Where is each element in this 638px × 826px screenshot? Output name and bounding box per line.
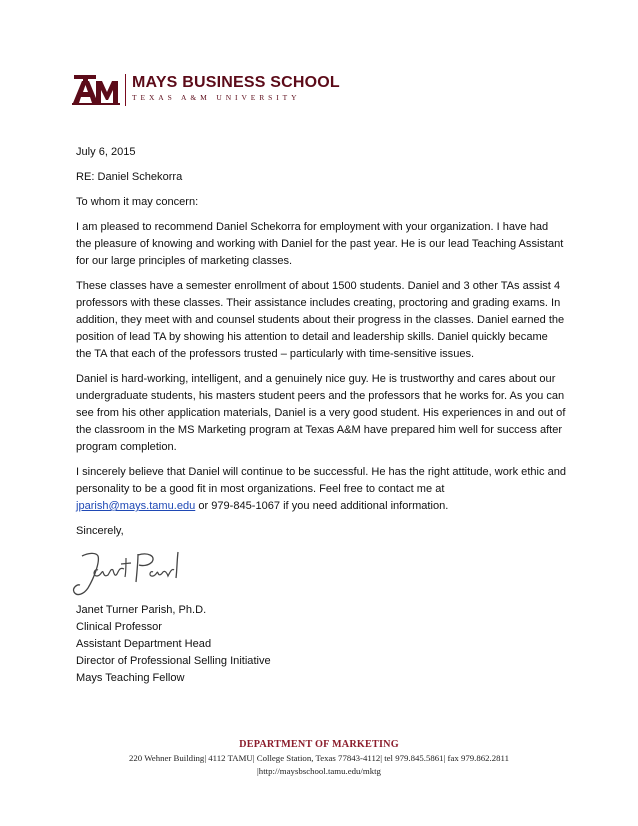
paragraph-intro: I am pleased to recommend Daniel Schekorra for employment with your organization. I have had the pleasure of knowing and working with Daniel for the past year. He is our lead Teaching Assistant for our large principles of marketing classes. bbox=[76, 221, 564, 267]
letter-date: July 6, 2015 bbox=[76, 146, 136, 158]
signer-title: Clinical Professor bbox=[76, 621, 162, 633]
footer bbox=[0, 738, 638, 778]
footer-department: DEPARTMENT OF MARKETING bbox=[239, 739, 399, 750]
footer-address: 220 Wehner Building| 4112 TAMU| College Station, Texas 77843-4112| tel 979.845.5861| fax 979.862.2811 bbox=[128, 753, 510, 763]
subject-line: RE: Daniel Schekorra bbox=[76, 171, 183, 183]
university-name: TEXAS A&M UNIVERSITY bbox=[132, 93, 301, 102]
texas-am-atm-logo-icon bbox=[72, 72, 120, 106]
closing-text-before-link: I sincerely believe that Daniel will continue to be successful. He has the right attitude, work ethic and personality to be a good fit in most organizations. Feel free to contact me at bbox=[76, 466, 567, 495]
signature-block bbox=[76, 602, 566, 687]
paragraph-closing bbox=[76, 464, 566, 515]
closing-text-after-link: or 979-845-1067 if you need additional information. bbox=[195, 500, 449, 512]
signer-director-role: Director of Professional Selling Initiative bbox=[76, 655, 271, 667]
letter-body bbox=[76, 144, 566, 687]
signer-role: Assistant Department Head bbox=[76, 638, 212, 650]
closing-word: Sincerely, bbox=[76, 525, 124, 537]
signer-name: Janet Turner Parish, Ph.D. bbox=[76, 604, 207, 616]
signer-fellowship: Mays Teaching Fellow bbox=[76, 672, 185, 684]
handwritten-signature-icon bbox=[68, 548, 188, 600]
salutation: To whom it may concern: bbox=[76, 196, 199, 208]
school-name: MAYS BUSINESS SCHOOL bbox=[132, 74, 340, 91]
letterhead-divider bbox=[125, 74, 126, 106]
footer-url: |http://maysbschool.tamu.edu/mktg bbox=[257, 766, 381, 776]
paragraph-classes: These classes have a semester enrollment of about 1500 students. Daniel and 3 other TAs assist 4 professors with these classes. Their assistance includes creating, proctoring and grading exams. In addition, they meet with and counsel students about their progress in the classes. Daniel earned the position of lead TA by showing his attention to detail and leadership skills. Daniel quickly became the TA that each of the professors trusted – particularly with time-sensitive issues. bbox=[76, 280, 565, 360]
email-link[interactable]: jparish@mays.tamu.edu bbox=[76, 500, 196, 512]
paragraph-character: Daniel is hard-working, intelligent, and a genuinely nice guy. He is trustworthy and cares about our undergraduate students, his masters student peers and the professors that he works for. As you can see from his other application materials, Daniel is a very good student. His experiences in and out of the classroom in the MS Marketing program at Texas A&M have prepared him well for success after program completion. bbox=[76, 373, 566, 453]
